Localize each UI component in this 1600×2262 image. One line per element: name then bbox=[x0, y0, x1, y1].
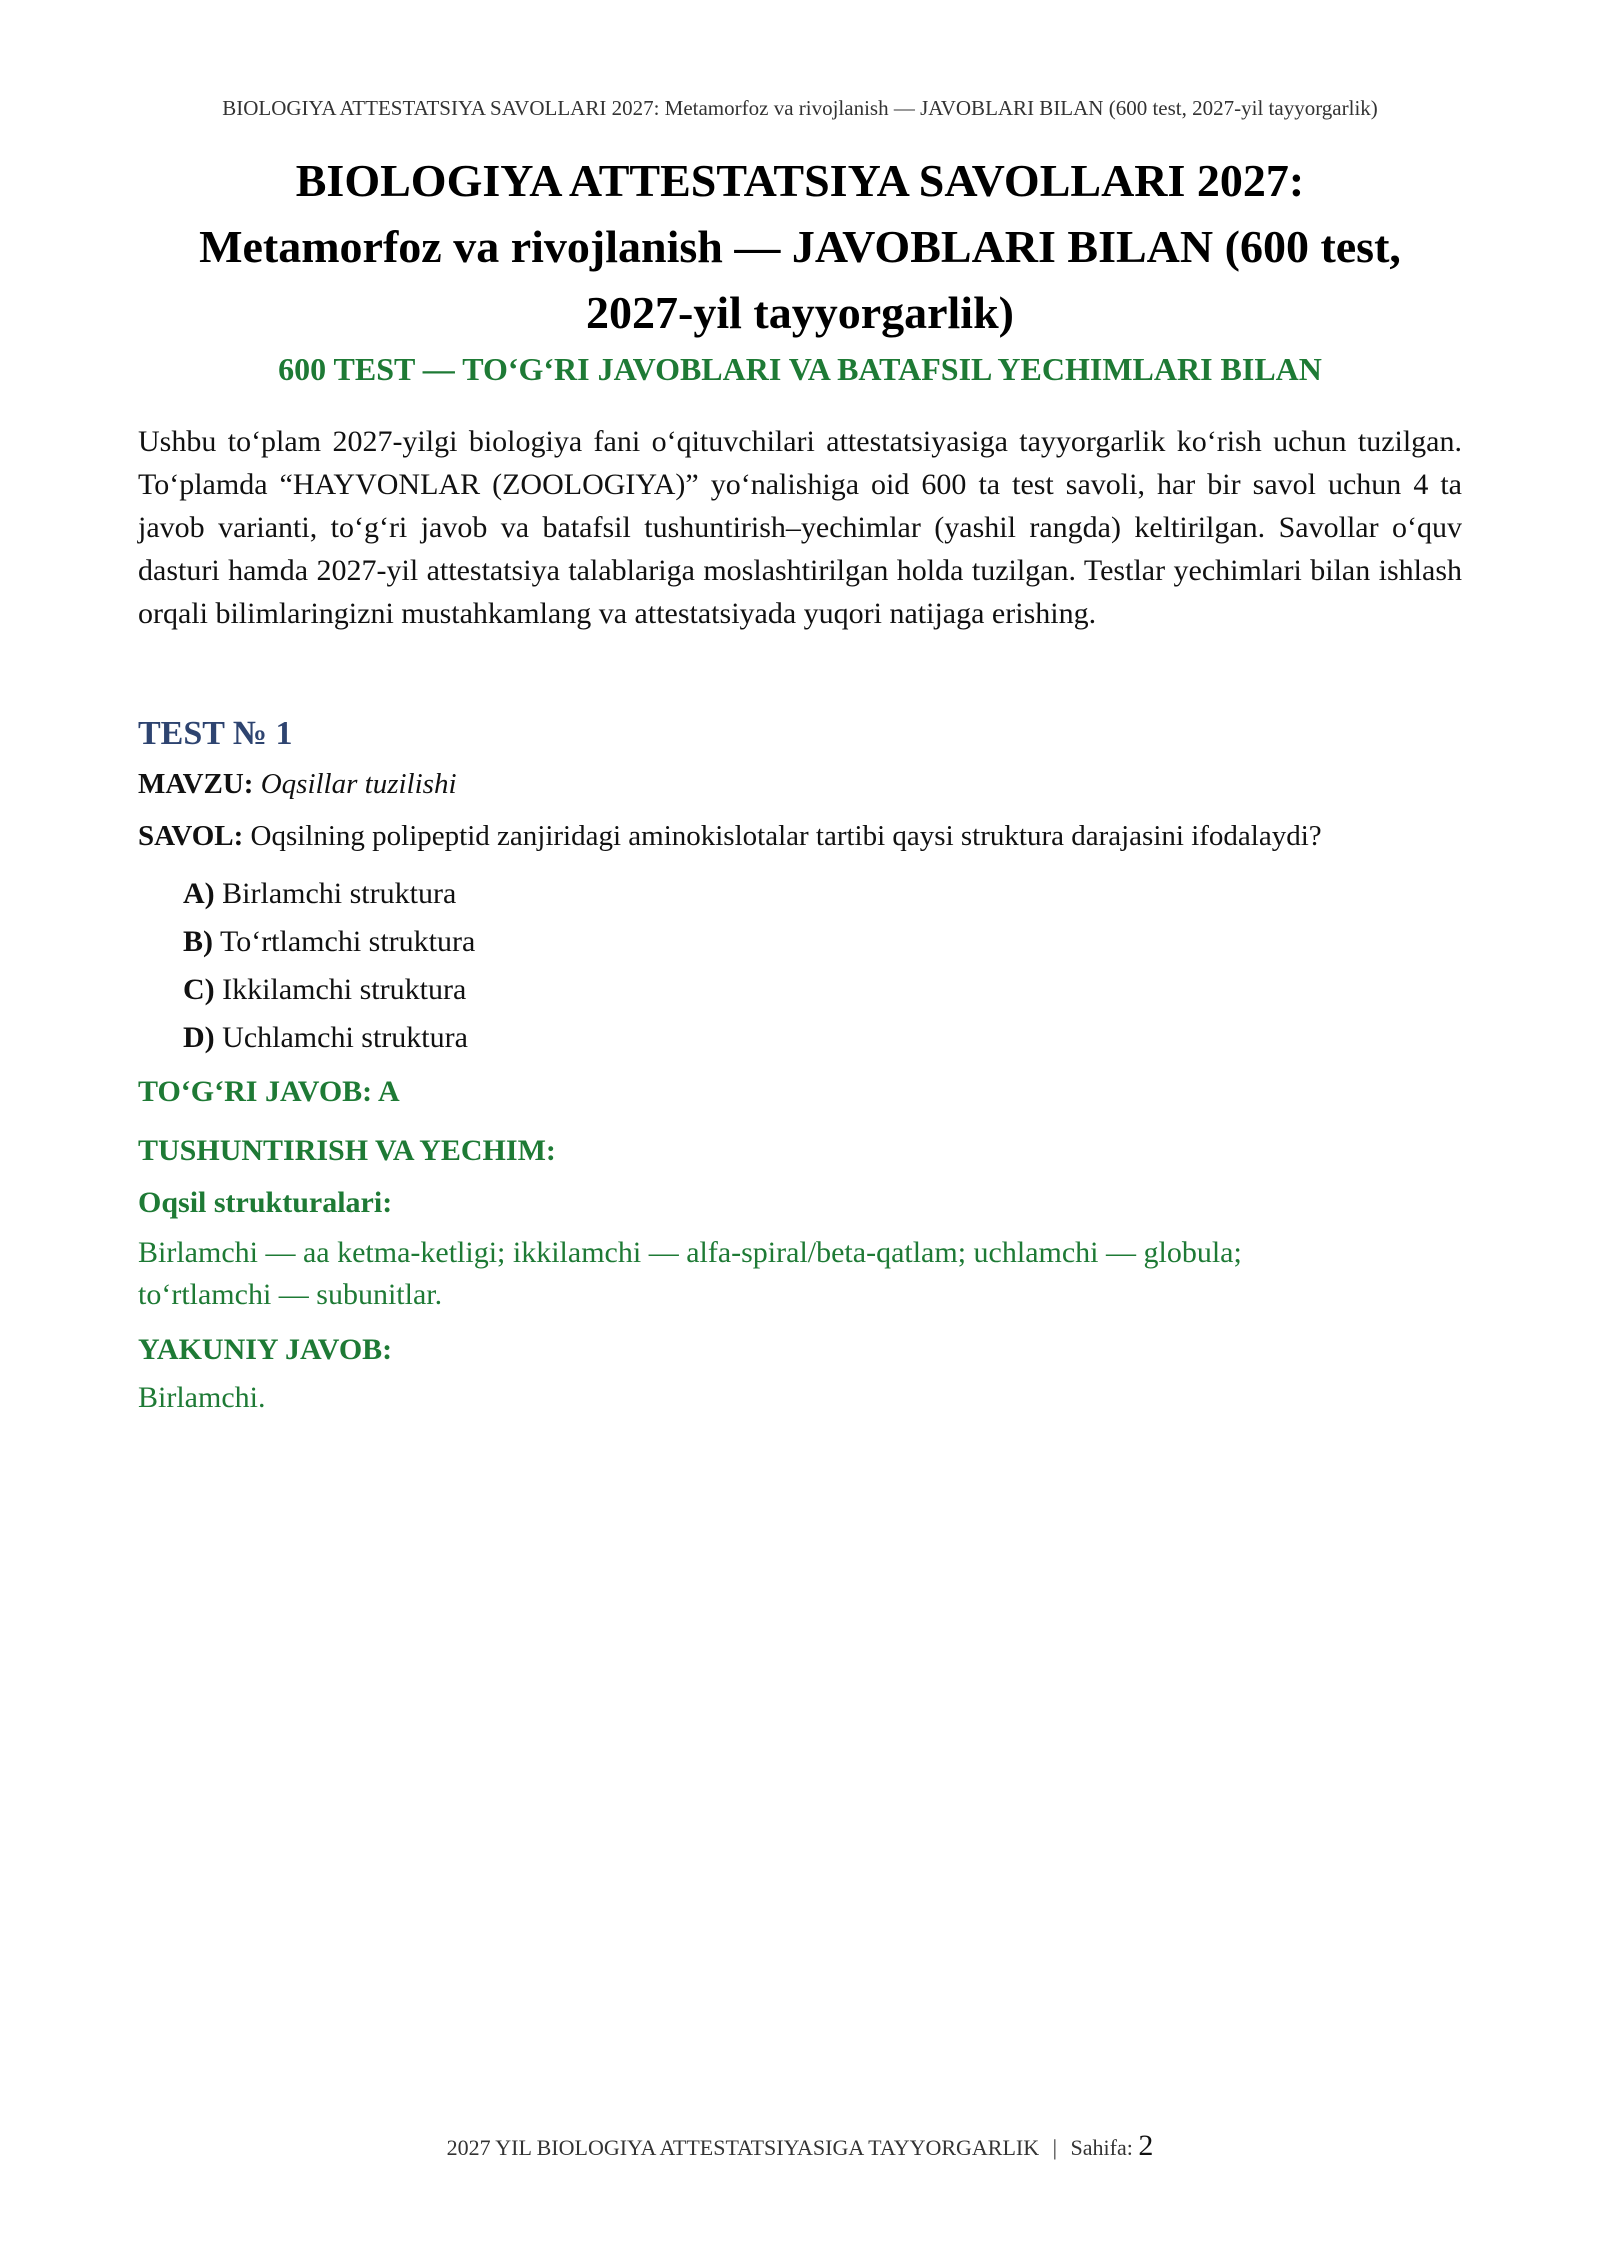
option-text: Birlamchi struktura bbox=[222, 877, 457, 910]
document-title bbox=[140, 148, 1460, 346]
option-text: Ikkilamchi struktura bbox=[222, 973, 467, 1006]
option-text: Uchlamchi struktura bbox=[222, 1021, 468, 1054]
option-d bbox=[183, 1018, 468, 1058]
footer-text: 2027 YIL BIOLOGIYA ATTESTATSIYASIGA TAYYORGARLIK bbox=[446, 2135, 1040, 2160]
question-line bbox=[138, 816, 1468, 856]
option-letter: A) bbox=[183, 877, 215, 910]
option-a bbox=[183, 874, 456, 914]
test-heading: TEST № 1 bbox=[138, 715, 293, 752]
question-text: Oqsilning polipeptid zanjiridagi aminokislotalar tartibi qaysi struktura darajasini ifodalaydi? bbox=[250, 820, 1322, 852]
page-footer bbox=[0, 2130, 1600, 2164]
page-label: Sahifa: bbox=[1070, 2135, 1133, 2160]
topic-line bbox=[138, 764, 457, 804]
option-letter: D) bbox=[183, 1021, 215, 1054]
option-c bbox=[183, 970, 466, 1010]
option-text: To‘rtlamchi struktura bbox=[219, 925, 476, 958]
explanation-subheading: Oqsil strukturalari: bbox=[138, 1186, 393, 1219]
option-letter: C) bbox=[183, 973, 215, 1006]
question-label: SAVOL: bbox=[138, 820, 244, 852]
topic-label: MAVZU: bbox=[138, 768, 254, 800]
running-header: BIOLOGIYA ATTESTATSIYA SAVOLLARI 2027: Metamorfoz va rivojlanish — JAVOBLARI BILAN (600 test, 2027-yil tayyorgarlik) bbox=[222, 96, 1378, 120]
topic-value: Oqsillar tuzilishi bbox=[260, 768, 457, 800]
footer-separator: | bbox=[1052, 2135, 1058, 2160]
final-answer: Birlamchi. bbox=[138, 1381, 266, 1414]
title-line-1: BIOLOGIYA ATTESTATSIYA SAVOLLARI 2027: bbox=[295, 155, 1305, 206]
final-answer-heading: YAKUNIY JAVOB: bbox=[138, 1333, 393, 1366]
intro-paragraph: Ushbu to‘plam 2027-yilgi biologiya fani o‘qituvchilari attestatsiyasiga tayyorgarlik ko‘rish uchun tuzilgan. To‘plamda “HAYVONLAR (ZOOLOGIYA)” yo‘nalishiga oid 600 ta test savoli, har bir savol uchun 4 ta javob varianti, to‘g‘ri javob va batafsil tushuntirish–yechimlar (yashil rangda) keltirilgan. Savollar o‘quv dasturi hamda 2027-yil attestatsiya talablariga moslashtirilgan holda tuzilgan. Testlar yechimlari bilan ishlash orqali bilimlaringizni mustahkamlang va attestatsiyada yuqori natijaga erishing. bbox=[138, 425, 1462, 630]
explanation-heading: TUSHUNTIRISH VA YECHIM: bbox=[138, 1134, 556, 1167]
option-letter: B) bbox=[183, 925, 213, 958]
explanation-text: Birlamchi — aa ketma-ketligi; ikkilamchi — alfa-spiral/beta-qatlam; uchlamchi — globula; to‘rtlamchi — subunitlar. bbox=[138, 1236, 1242, 1311]
document-subtitle: 600 TEST — TO‘G‘RI JAVOBLARI VA BATAFSIL YECHIMLARI BILAN bbox=[278, 351, 1322, 387]
correct-answer: TO‘G‘RI JAVOB: A bbox=[138, 1075, 400, 1108]
title-line-2: Metamorfoz va rivojlanish — JAVOBLARI BILAN (600 test, bbox=[199, 221, 1401, 272]
title-line-3: 2027-yil tayyorgarlik) bbox=[586, 287, 1014, 338]
page-number: 2 bbox=[1138, 2129, 1154, 2162]
option-b bbox=[183, 922, 475, 962]
